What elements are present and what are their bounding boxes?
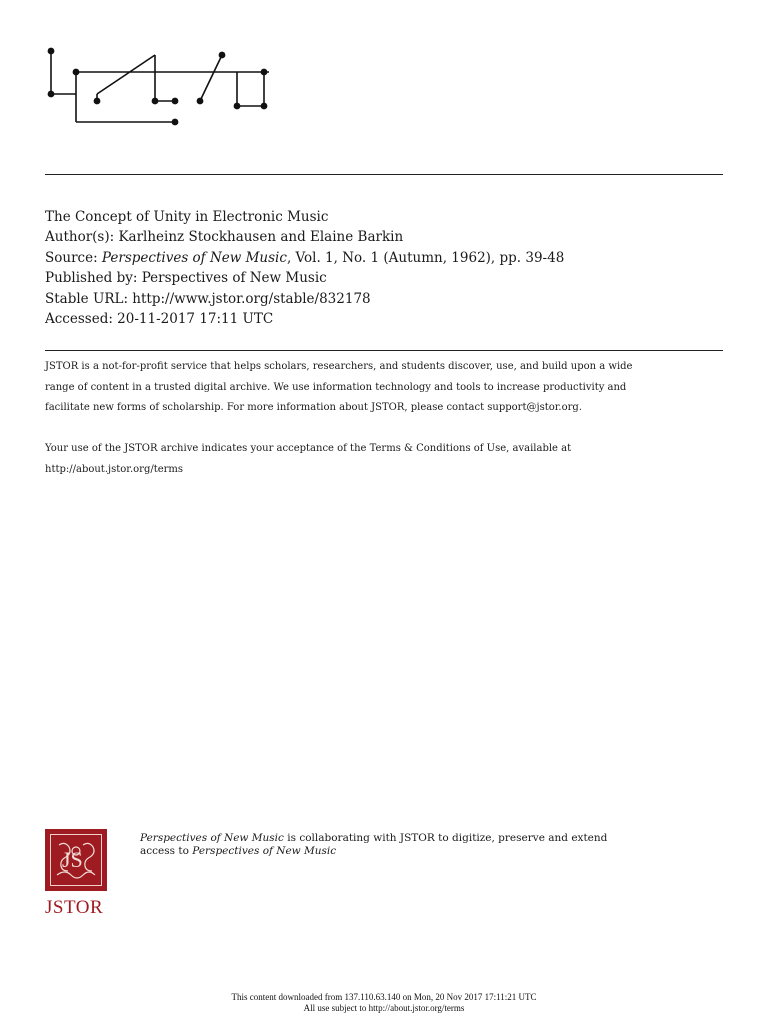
jstor-wordmark: JSTOR (45, 897, 104, 918)
article-publisher: Published by: Perspectives of New Music (45, 270, 327, 287)
source-journal: Perspectives of New Music (101, 249, 287, 266)
collab-journal-2: Perspectives of New Music (192, 845, 337, 857)
notice-line: range of content in a trusted digital archive. We use information technology and tools to increase productivity and (45, 381, 627, 393)
collab-text-2: access to (140, 845, 193, 857)
stable-url[interactable]: Stable URL: http://www.jstor.org/stable/832178 (45, 290, 371, 307)
source-details: , Vol. 1, No. 1 (Autumn, 1962), pp. 39-48 (286, 249, 565, 266)
article-authors: Author(s): Karlheinz Stockhausen and Elaine Barkin (45, 229, 404, 246)
source-label: Source: (45, 249, 102, 266)
citation-block (45, 207, 564, 329)
collaboration-statement (140, 832, 607, 858)
jstor-notice (45, 357, 725, 419)
notice-line: facilitate new forms of scholarship. For more information about JSTOR, please contact support@jstor.org. (45, 402, 582, 413)
notice-line: JSTOR is a not-for-profit service that helps scholars, researchers, and students discover, use, and build upon a wide (45, 361, 633, 372)
svg-text:JS: JS (62, 847, 83, 872)
collab-journal-1: Perspectives of New Music (140, 832, 284, 844)
collab-text-1: is collaborating with JSTOR to digitize, preserve and extend (283, 832, 608, 844)
footer-download-info: This content downloaded from 137.110.63.140 on Mon, 20 Nov 2017 17:11:21 UTC (231, 992, 537, 1002)
journal-logo-icon (44, 44, 274, 129)
notice-divider (45, 350, 723, 351)
terms-line: Your use of the JSTOR archive indicates your acceptance of the Terms & Conditions of Use, available at (45, 443, 572, 454)
jstor-seal-icon (45, 829, 107, 891)
jstor-logo (45, 829, 109, 919)
download-footer (0, 992, 768, 1014)
article-title: The Concept of Unity in Electronic Music (45, 209, 329, 225)
article-source (45, 248, 564, 268)
collab-line-2 (140, 845, 607, 858)
terms-link[interactable]: http://about.jstor.org/terms (45, 463, 184, 475)
collab-line-1 (140, 832, 607, 845)
accessed-date: Accessed: 20-11-2017 17:11 UTC (45, 311, 274, 328)
terms-notice (45, 439, 725, 480)
footer-terms: All use subject to http://about.jstor.org/terms (303, 1003, 465, 1013)
header-divider (45, 174, 723, 175)
